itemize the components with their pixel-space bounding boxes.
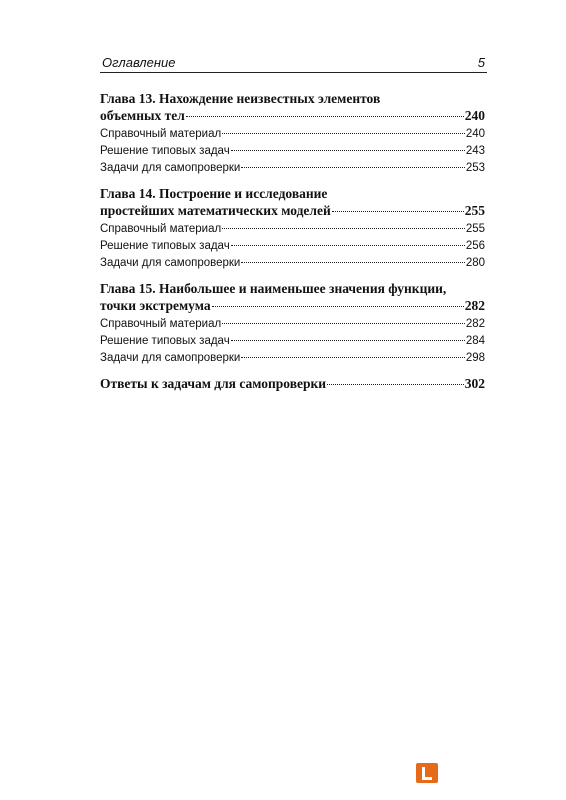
running-header-title: Оглавление xyxy=(102,55,176,70)
chapter-heading-line2 xyxy=(100,107,485,124)
entry-page: 298 xyxy=(465,352,485,364)
entry-label: Справочный материал xyxy=(100,223,222,235)
leader-dots xyxy=(332,211,464,212)
toc-entry xyxy=(100,255,485,272)
toc-entry xyxy=(100,316,485,333)
entry-label: Решение типовых задач xyxy=(100,145,230,157)
entry-label: Решение типовых задач xyxy=(100,240,230,252)
chapter-heading-text: точки экстремума xyxy=(100,298,211,313)
toc-chapter-14 xyxy=(100,185,485,272)
entry-page: 253 xyxy=(465,162,485,174)
chapter-page: 282 xyxy=(464,298,485,313)
chapter-heading xyxy=(100,185,485,219)
entry-page: 255 xyxy=(465,223,485,235)
leader-dots xyxy=(241,357,464,358)
entry-label: Задачи для самопроверки xyxy=(100,162,241,174)
toc-entries xyxy=(100,221,485,272)
chapter-heading xyxy=(100,280,485,314)
table-of-contents xyxy=(100,90,485,392)
chapter-heading-line2 xyxy=(100,297,485,314)
toc-entry xyxy=(100,143,485,160)
running-header xyxy=(100,54,487,73)
entry-page: 284 xyxy=(465,335,485,347)
toc-chapter-15 xyxy=(100,280,485,367)
leader-dots xyxy=(231,340,465,341)
leader-dots xyxy=(231,150,465,151)
leader-dots xyxy=(241,262,464,263)
toc-answers xyxy=(100,375,485,392)
entry-label: Задачи для самопроверки xyxy=(100,352,241,364)
toc-entries xyxy=(100,126,485,177)
chapter-heading-text: простейших математических моделей xyxy=(100,203,331,218)
chapter-page: 255 xyxy=(464,203,485,218)
answers-label: Ответы к задачам для самопроверки xyxy=(100,376,327,391)
page-number: 5 xyxy=(477,55,485,70)
entry-page: 256 xyxy=(465,240,485,252)
entry-page: 240 xyxy=(465,128,485,140)
entry-label: Задачи для самопроверки xyxy=(100,257,241,269)
entry-page: 243 xyxy=(465,145,485,157)
chapter-page: 240 xyxy=(464,108,485,123)
leader-dots xyxy=(186,116,464,117)
leader-dots xyxy=(222,323,465,324)
chapter-heading xyxy=(100,90,485,124)
toc-entry xyxy=(100,238,485,255)
labirint-logo-icon xyxy=(416,763,438,783)
toc-entries xyxy=(100,316,485,367)
toc-entry xyxy=(100,350,485,367)
entry-label: Решение типовых задач xyxy=(100,335,230,347)
entry-label: Справочный материал xyxy=(100,318,222,330)
toc-entry xyxy=(100,221,485,238)
leader-dots xyxy=(231,245,465,246)
entry-page: 282 xyxy=(465,318,485,330)
chapter-heading-line1: Глава 14. Построение и исследование xyxy=(100,186,328,201)
entry-label: Справочный материал xyxy=(100,128,222,140)
toc-chapter-13 xyxy=(100,90,485,177)
toc-entry xyxy=(100,126,485,143)
leader-dots xyxy=(327,384,464,385)
leader-dots xyxy=(222,133,465,134)
chapter-heading-line2 xyxy=(100,202,485,219)
entry-page: 280 xyxy=(465,257,485,269)
chapter-heading-text: объемных тел xyxy=(100,108,185,123)
leader-dots xyxy=(241,167,464,168)
toc-entry xyxy=(100,333,485,350)
leader-dots xyxy=(212,306,464,307)
chapter-heading-line1: Глава 13. Нахождение неизвестных элементов xyxy=(100,91,381,106)
toc-entry xyxy=(100,160,485,177)
leader-dots xyxy=(222,228,465,229)
chapter-heading-line1: Глава 15. Наибольшее и наименьшее значения функции, xyxy=(100,281,447,296)
answers-page: 302 xyxy=(464,376,485,391)
